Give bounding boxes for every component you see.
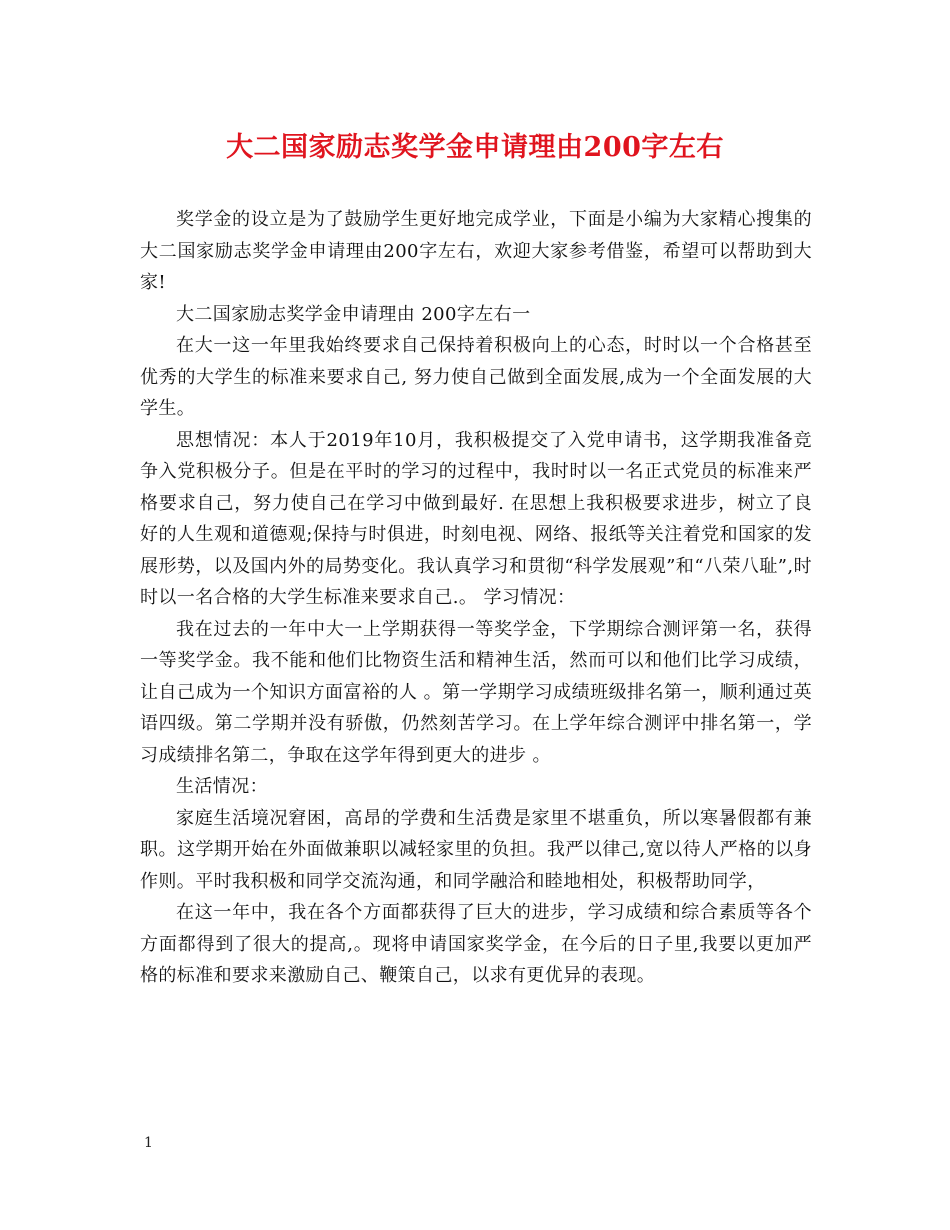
paragraph-life: 家庭生活境况窘困，高昂的学费和生活费是家里不堪重负，所以寒暑假都有兼职。这学期开始在外面做兼职以减轻家里的负担。我严以律己,宽以待人严格的以身作则。平时我积极和同学交流沟通，和同学融洽和睦地相处，积极帮助同学， [140,807,812,892]
paragraph-overview: 在大一这一年里我始终要求自己保持着积极向上的心态，时时以一个合格甚至优秀的大学生的标准来要求自己, 努力使自己做到全面发展,成为一个全面发展的大学生。 [140,335,812,419]
paragraph-subheading: 大二国家励志奖学金申请理由 200字左右一 [176,303,531,325]
page-number: 1 [144,1135,153,1151]
paragraph-ideology: 思想情况：本人于2019年10月，我积极提交了入党申请书，这学期我准备竞争入党积极分子。但是在平时的学习的过程中，我时时以一名正式党员的标准来严格要求自己，努力使自己在学习中做到最好. 在思想上我积极要求进步，树立了良好的人生观和道德观;保持与时俱进，时刻电视、网络、报纸等关注着党和国家的发展形势，以及国内外的局势变化。我认真学习和贯彻“科学发展观”和“八荣八耻”,时时以一名合格的大学生标准来要求自己.。 学习情况： [140,429,812,608]
paragraph-intro: 奖学金的设立是为了鼓励学生更好地完成学业，下面是小编为大家精心搜集的大二国家励志奖学金申请理由200字左右，欢迎大家参考借鉴，希望可以帮助到大家! [140,209,812,293]
document-title: 大二国家励志奖学金申请理由200字左右 [226,132,724,163]
paragraph-conclusion: 在这一年中，我在各个方面都获得了巨大的进步，学习成绩和综合素质等各个方面都得到了很大的提高,。现将申请国家奖学金，在今后的日子里,我要以更加严格的标准和要求来激励自己、鞭策自己，以求有更优异的表现。 [140,902,812,986]
document-body [140,204,812,992]
paragraph-life-heading: 生活情况： [176,776,268,797]
paragraph-study: 我在过去的一年中大一上学期获得一等奖学金，下学期综合测评第一名，获得一等奖学金。我不能和他们比物资生活和精神生活，然而可以和他们比学习成绩，让自己成为一个知识方面富裕的人 。第一学期学习成绩班级排名第一，顺利通过英语四级。第二学期并没有骄傲，仍然刻苦学习。在上学年综合测评中排名第一，学习成绩排名第二，争取在这学年得到更大的进步 。 [140,618,812,766]
